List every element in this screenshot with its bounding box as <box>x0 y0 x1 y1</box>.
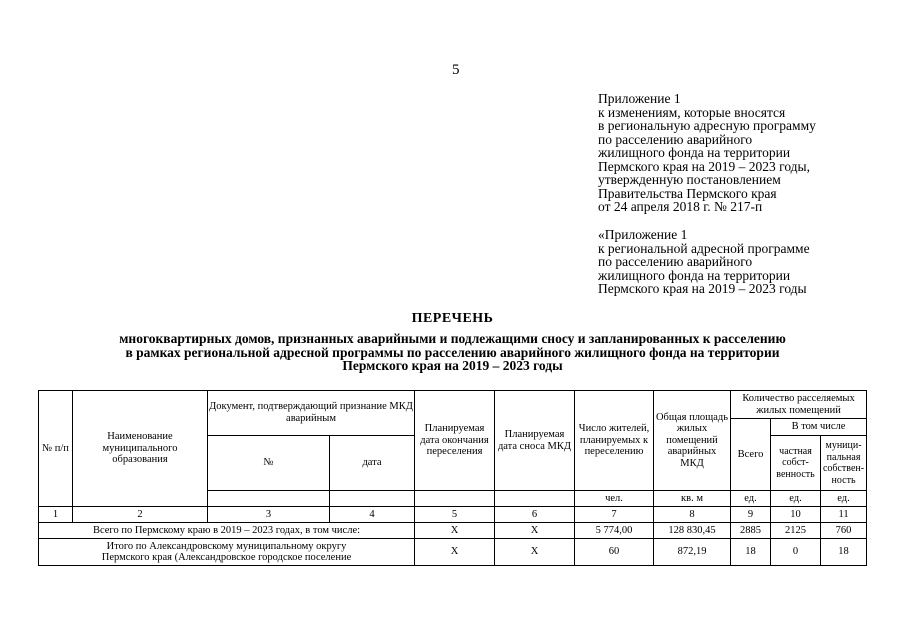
document-subtitle: многоквартирных домов, признанных аварийными и подлежащими сносу и запланированных к расселению в рамках региональной адресной программы по расселению аварийного жилищного фонда на территории Пермского края на 2019 – 2023 годы <box>119 331 786 373</box>
table-row <box>39 539 867 566</box>
col-number: 5 <box>415 507 495 523</box>
row-residents: 5 774,00 <box>575 523 654 539</box>
header-municipal: муници-пальная собствен-ность <box>821 436 867 491</box>
row-total: 2885 <box>731 523 771 539</box>
row-area: 872,19 <box>654 539 731 566</box>
row-label: Итого по Александровскому муниципальному округу Пермского края (Александровское городское поселение <box>39 539 415 566</box>
row-residents: 60 <box>575 539 654 566</box>
col-number: 1 <box>39 507 73 523</box>
header-including: В том числе <box>771 419 867 436</box>
unit-municipal: ед. <box>821 491 867 507</box>
row-label: Всего по Пермскому краю в 2019 – 2023 годах, в том числе: <box>39 523 415 539</box>
col-number: 10 <box>771 507 821 523</box>
col-number: 3 <box>208 507 330 523</box>
page-number: 5 <box>452 62 460 78</box>
table-row <box>39 523 867 539</box>
row-private: 0 <box>771 539 821 566</box>
annex-quote: «Приложение 1 к региональной адресной программе по расселению аварийного жилищного фонда на территории Пермского края на 2019 – 2023 годы <box>598 227 810 296</box>
unit-residents: чел. <box>575 491 654 507</box>
annex-header: Приложение 1 к изменениям, которые вносятся в региональную адресную программу по расселению аварийного жилищного фонда на территории Пермского края на 2019 – 2023 годы, утвержденную постановлением Правительства Пермского края от 24 апреля 2018 г. № 217-п <box>598 91 816 214</box>
header-residents: Число жителей, планируемых к переселению <box>575 391 654 491</box>
row-total: 18 <box>731 539 771 566</box>
document-title: ПЕРЕЧЕНЬ <box>411 311 494 326</box>
header-private: частная собст-венность <box>771 436 821 491</box>
col-number: 9 <box>731 507 771 523</box>
header-document: Документ, подтверждающий признание МКД аварийным <box>208 391 415 436</box>
unit-area: кв. м <box>654 491 731 507</box>
col-number: 8 <box>654 507 731 523</box>
row-municipal: 18 <box>821 539 867 566</box>
header-area: Общая площадь жилых помещений аварийных МКД <box>654 391 731 491</box>
header-planned-demolition: Планируемая дата сноса МКД <box>495 391 575 491</box>
col-number: 6 <box>495 507 575 523</box>
buildings-table <box>38 390 867 566</box>
unit-private: ед. <box>771 491 821 507</box>
header-doc-number: № <box>208 436 330 491</box>
column-numbers-row <box>39 507 867 523</box>
header-num: № п/п <box>39 391 73 507</box>
row-planned-end: X <box>415 539 495 566</box>
col-number: 7 <box>575 507 654 523</box>
col-number: 2 <box>73 507 208 523</box>
header-municipality: Наименование муниципального образования <box>73 391 208 507</box>
row-area: 128 830,45 <box>654 523 731 539</box>
col-number: 4 <box>330 507 415 523</box>
row-planned-demolition: X <box>495 523 575 539</box>
header-planned-end: Планируемая дата окончания переселения <box>415 391 495 491</box>
row-municipal: 760 <box>821 523 867 539</box>
header-doc-date: дата <box>330 436 415 491</box>
row-planned-demolition: X <box>495 539 575 566</box>
row-planned-end: X <box>415 523 495 539</box>
col-number: 11 <box>821 507 867 523</box>
row-private: 2125 <box>771 523 821 539</box>
header-rooms: Количество расселяемых жилых помещений <box>731 391 867 419</box>
header-total: Всего <box>731 419 771 491</box>
unit-total: ед. <box>731 491 771 507</box>
